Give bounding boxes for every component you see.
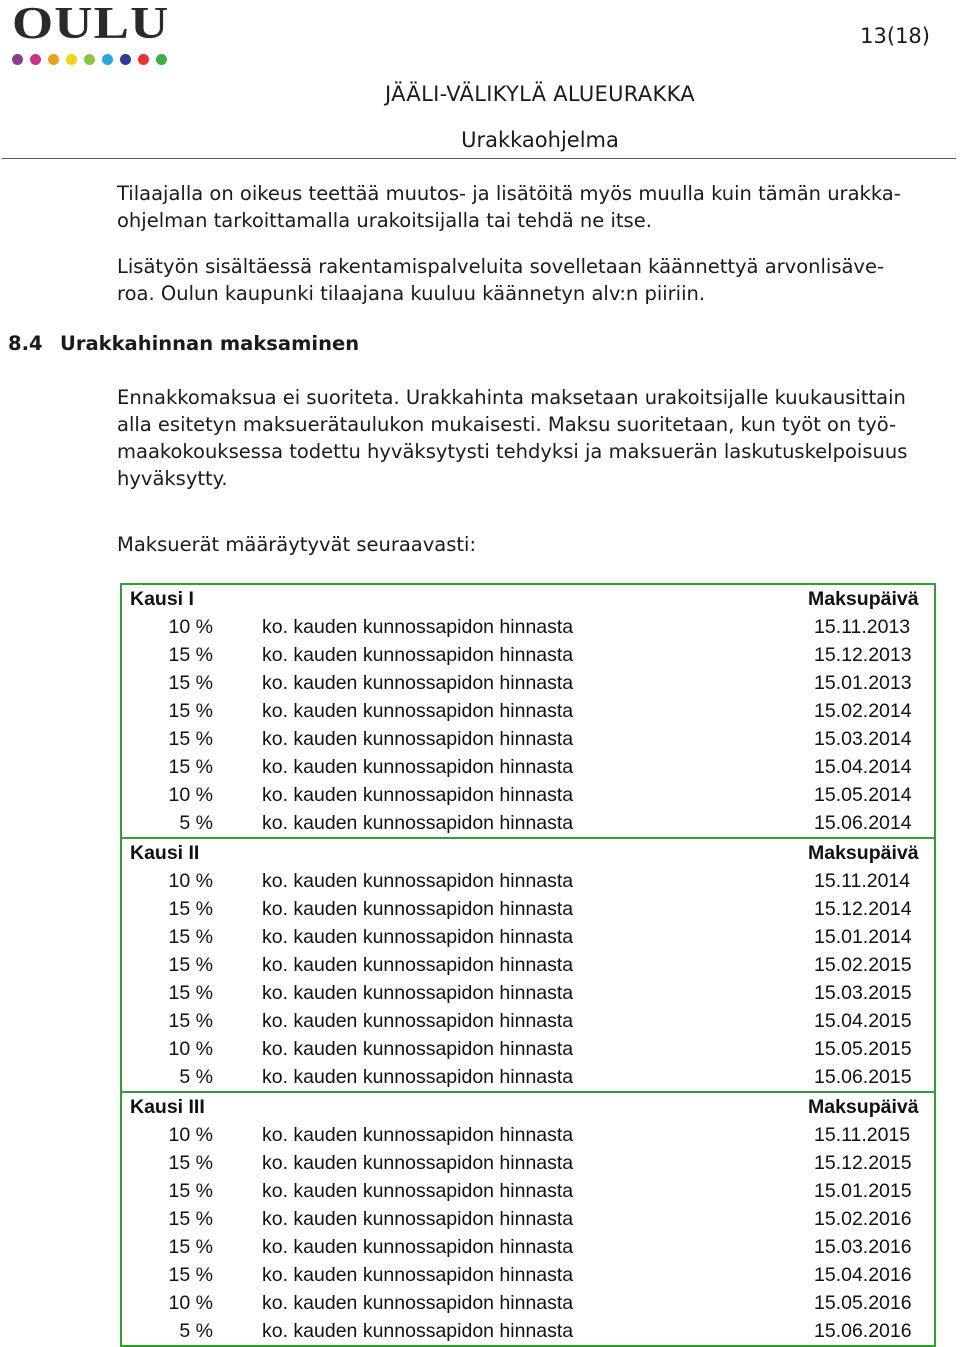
period-header-row xyxy=(121,1092,935,1121)
percentage-cell: 15 % xyxy=(168,982,213,1004)
payment-date-cell: 15.12.2015 xyxy=(814,1152,912,1174)
section-heading xyxy=(8,332,359,355)
percentage-cell: 15 % xyxy=(168,898,213,920)
table-intro: Maksuerät määräytyvät seuraavasti: xyxy=(117,533,477,556)
text-line: maakokouksessa todettu hyväksytysti tehdyksi ja maksuerän laskutuskelpoisuus xyxy=(117,440,908,463)
percentage-cell: 15 % xyxy=(168,1236,213,1258)
payment-date-cell: 15.02.2016 xyxy=(814,1208,912,1230)
description-cell: ko. kauden kunnossapidon hinnasta xyxy=(262,898,574,920)
payment-date-cell: 15.04.2014 xyxy=(814,756,912,778)
table-row xyxy=(121,1205,935,1233)
document-title: JÄÄLI-VÄLIKYLÄ ALUEURAKKA xyxy=(385,82,695,106)
header-divider xyxy=(2,158,956,159)
percentage-cell: 5 % xyxy=(179,812,213,834)
payment-date-cell: 15.03.2016 xyxy=(814,1236,912,1258)
text-line: Ennakkomaksua ei suoriteta. Urakkahinta maksetaan urakoitsijalle kuukausittain xyxy=(117,386,906,409)
description-cell: ko. kauden kunnossapidon hinnasta xyxy=(262,1038,574,1060)
description-cell: ko. kauden kunnossapidon hinnasta xyxy=(262,1180,574,1202)
logo-dot xyxy=(156,54,167,65)
payment-date-cell: 15.04.2016 xyxy=(814,1264,912,1286)
logo-color-dots xyxy=(12,54,167,65)
logo-dot xyxy=(120,54,131,65)
percentage-cell: 15 % xyxy=(168,954,213,976)
description-cell: ko. kauden kunnossapidon hinnasta xyxy=(262,1264,574,1286)
payment-date-header: Maksupäivä xyxy=(808,588,919,610)
logo-dot xyxy=(84,54,95,65)
table-row xyxy=(121,1121,935,1149)
percentage-cell: 10 % xyxy=(168,1124,213,1146)
payment-date-header: Maksupäivä xyxy=(702,838,935,867)
payment-date-cell: 15.02.2015 xyxy=(814,954,912,976)
table-row xyxy=(121,669,935,697)
logo-wordmark: OULU xyxy=(12,0,170,48)
table-row xyxy=(121,613,935,641)
table-row xyxy=(121,641,935,669)
payment-date-cell: 15.06.2014 xyxy=(814,812,912,834)
description-cell: ko. kauden kunnossapidon hinnasta xyxy=(262,1124,574,1146)
table-row xyxy=(121,867,935,895)
percentage-cell: 15 % xyxy=(168,644,213,666)
payment-date-cell: 15.01.2015 xyxy=(814,1180,912,1202)
table-row xyxy=(121,1317,935,1346)
description-cell: ko. kauden kunnossapidon hinnasta xyxy=(262,1208,574,1230)
payment-date-cell: 15.03.2014 xyxy=(814,728,912,750)
page-number: 13(18) xyxy=(860,24,930,48)
percentage-cell: 5 % xyxy=(179,1320,213,1342)
percentage-cell: 15 % xyxy=(168,728,213,750)
logo-dot xyxy=(138,54,149,65)
payment-schedule-table xyxy=(120,583,936,1347)
percentage-cell: 15 % xyxy=(168,1208,213,1230)
description-cell: ko. kauden kunnossapidon hinnasta xyxy=(262,870,574,892)
payment-date-cell: 15.01.2013 xyxy=(814,672,912,694)
payment-date-cell: 15.04.2015 xyxy=(814,1010,912,1032)
percentage-cell: 10 % xyxy=(168,870,213,892)
payment-date-header: Maksupäivä xyxy=(702,1092,935,1121)
description-cell: ko. kauden kunnossapidon hinnasta xyxy=(262,784,574,806)
logo-dot xyxy=(48,54,59,65)
payment-date-cell: 15.06.2016 xyxy=(814,1320,912,1342)
description-cell: ko. kauden kunnossapidon hinnasta xyxy=(262,672,574,694)
payment-date-cell: 15.11.2014 xyxy=(814,870,911,892)
percentage-cell: 15 % xyxy=(168,672,213,694)
percentage-cell: 15 % xyxy=(168,1010,213,1032)
text-line: ohjelman tarkoittamalla urakoitsijalla tai tehdä ne itse. xyxy=(117,209,652,232)
table-row xyxy=(121,1261,935,1289)
section-number: 8.4 xyxy=(8,332,43,355)
payment-date-cell: 15.11.2015 xyxy=(814,1124,911,1146)
payment-date-cell: 15.11.2013 xyxy=(814,616,911,638)
percentage-cell: 10 % xyxy=(168,616,213,638)
percentage-cell: 15 % xyxy=(168,1152,213,1174)
table-row xyxy=(121,1149,935,1177)
logo-dot xyxy=(66,54,77,65)
table-row xyxy=(121,923,935,951)
description-cell: ko. kauden kunnossapidon hinnasta xyxy=(262,1010,574,1032)
text-line: Lisätyön sisältäessä rakentamispalveluita sovelletaan käännettyä arvonlisäve- xyxy=(117,255,885,278)
payment-date-cell: 15.02.2014 xyxy=(814,700,912,722)
paragraph-additional-work xyxy=(117,180,947,234)
payment-date-cell: 15.01.2014 xyxy=(814,926,912,948)
logo-dot xyxy=(30,54,41,65)
period-label: Kausi III xyxy=(121,1092,702,1121)
percentage-cell: 5 % xyxy=(179,1066,213,1088)
text-line: alla esitetyn maksuerätaulukon mukaisesti. Maksu suoritetaan, kun työt on työ- xyxy=(117,413,897,436)
table-row xyxy=(121,1063,935,1092)
description-cell: ko. kauden kunnossapidon hinnasta xyxy=(262,644,574,666)
payment-date-cell: 15.05.2014 xyxy=(814,784,912,806)
description-cell: ko. kauden kunnossapidon hinnasta xyxy=(262,1292,574,1314)
table-row xyxy=(121,1289,935,1317)
logo-dot xyxy=(102,54,113,65)
payment-date-cell: 15.12.2013 xyxy=(814,644,912,666)
table-row xyxy=(121,809,935,838)
percentage-cell: 15 % xyxy=(168,700,213,722)
table-row xyxy=(121,979,935,1007)
period-header-row xyxy=(121,584,935,613)
payment-date-cell: 15.05.2016 xyxy=(814,1292,912,1314)
percentage-cell: 15 % xyxy=(168,926,213,948)
table-row xyxy=(121,781,935,809)
text-line: Tilaajalla on oikeus teettää muutos- ja lisätöitä myös muulla kuin tämän urakka- xyxy=(117,182,901,205)
percentage-cell: 10 % xyxy=(168,1038,213,1060)
payment-date-cell: 15.03.2015 xyxy=(814,982,912,1004)
table-row xyxy=(121,697,935,725)
payment-date-cell: 15.06.2015 xyxy=(814,1066,912,1088)
description-cell: ko. kauden kunnossapidon hinnasta xyxy=(262,1320,574,1342)
percentage-cell: 10 % xyxy=(168,784,213,806)
paragraph-payment xyxy=(117,384,947,492)
description-cell: ko. kauden kunnossapidon hinnasta xyxy=(262,1066,574,1088)
table-row xyxy=(121,725,935,753)
period-header-row xyxy=(121,838,935,867)
description-cell: ko. kauden kunnossapidon hinnasta xyxy=(262,982,574,1004)
logo-dot xyxy=(12,54,23,65)
document-subtitle: Urakkaohjelma xyxy=(461,128,619,152)
table-row xyxy=(121,1035,935,1063)
text-line: roa. Oulun kaupunki tilaajana kuuluu käännetyn alv:n piiriin. xyxy=(117,282,706,305)
percentage-cell: 15 % xyxy=(168,1180,213,1202)
paragraph-vat xyxy=(117,253,947,307)
table-row xyxy=(121,895,935,923)
table-row xyxy=(121,1007,935,1035)
payment-date-cell: 15.05.2015 xyxy=(814,1038,912,1060)
description-cell: ko. kauden kunnossapidon hinnasta xyxy=(262,954,574,976)
percentage-cell: 10 % xyxy=(168,1292,213,1314)
period-label: Kausi I xyxy=(130,588,194,610)
description-cell: ko. kauden kunnossapidon hinnasta xyxy=(262,1152,574,1174)
description-cell: ko. kauden kunnossapidon hinnasta xyxy=(262,700,574,722)
description-cell: ko. kauden kunnossapidon hinnasta xyxy=(262,926,574,948)
percentage-cell: 15 % xyxy=(168,756,213,778)
period-label: Kausi II xyxy=(121,838,702,867)
table-row xyxy=(121,1177,935,1205)
table-row xyxy=(121,951,935,979)
description-cell: ko. kauden kunnossapidon hinnasta xyxy=(262,756,574,778)
table-row xyxy=(121,1233,935,1261)
description-cell: ko. kauden kunnossapidon hinnasta xyxy=(262,616,574,638)
section-title: Urakkahinnan maksaminen xyxy=(60,332,360,355)
description-cell: ko. kauden kunnossapidon hinnasta xyxy=(262,1236,574,1258)
description-cell: ko. kauden kunnossapidon hinnasta xyxy=(262,728,574,750)
table-row xyxy=(121,753,935,781)
payment-date-cell: 15.12.2014 xyxy=(814,898,912,920)
oulu-logo xyxy=(12,0,170,48)
description-cell: ko. kauden kunnossapidon hinnasta xyxy=(262,812,574,834)
text-line: hyväksytty. xyxy=(117,467,228,490)
percentage-cell: 15 % xyxy=(168,1264,213,1286)
